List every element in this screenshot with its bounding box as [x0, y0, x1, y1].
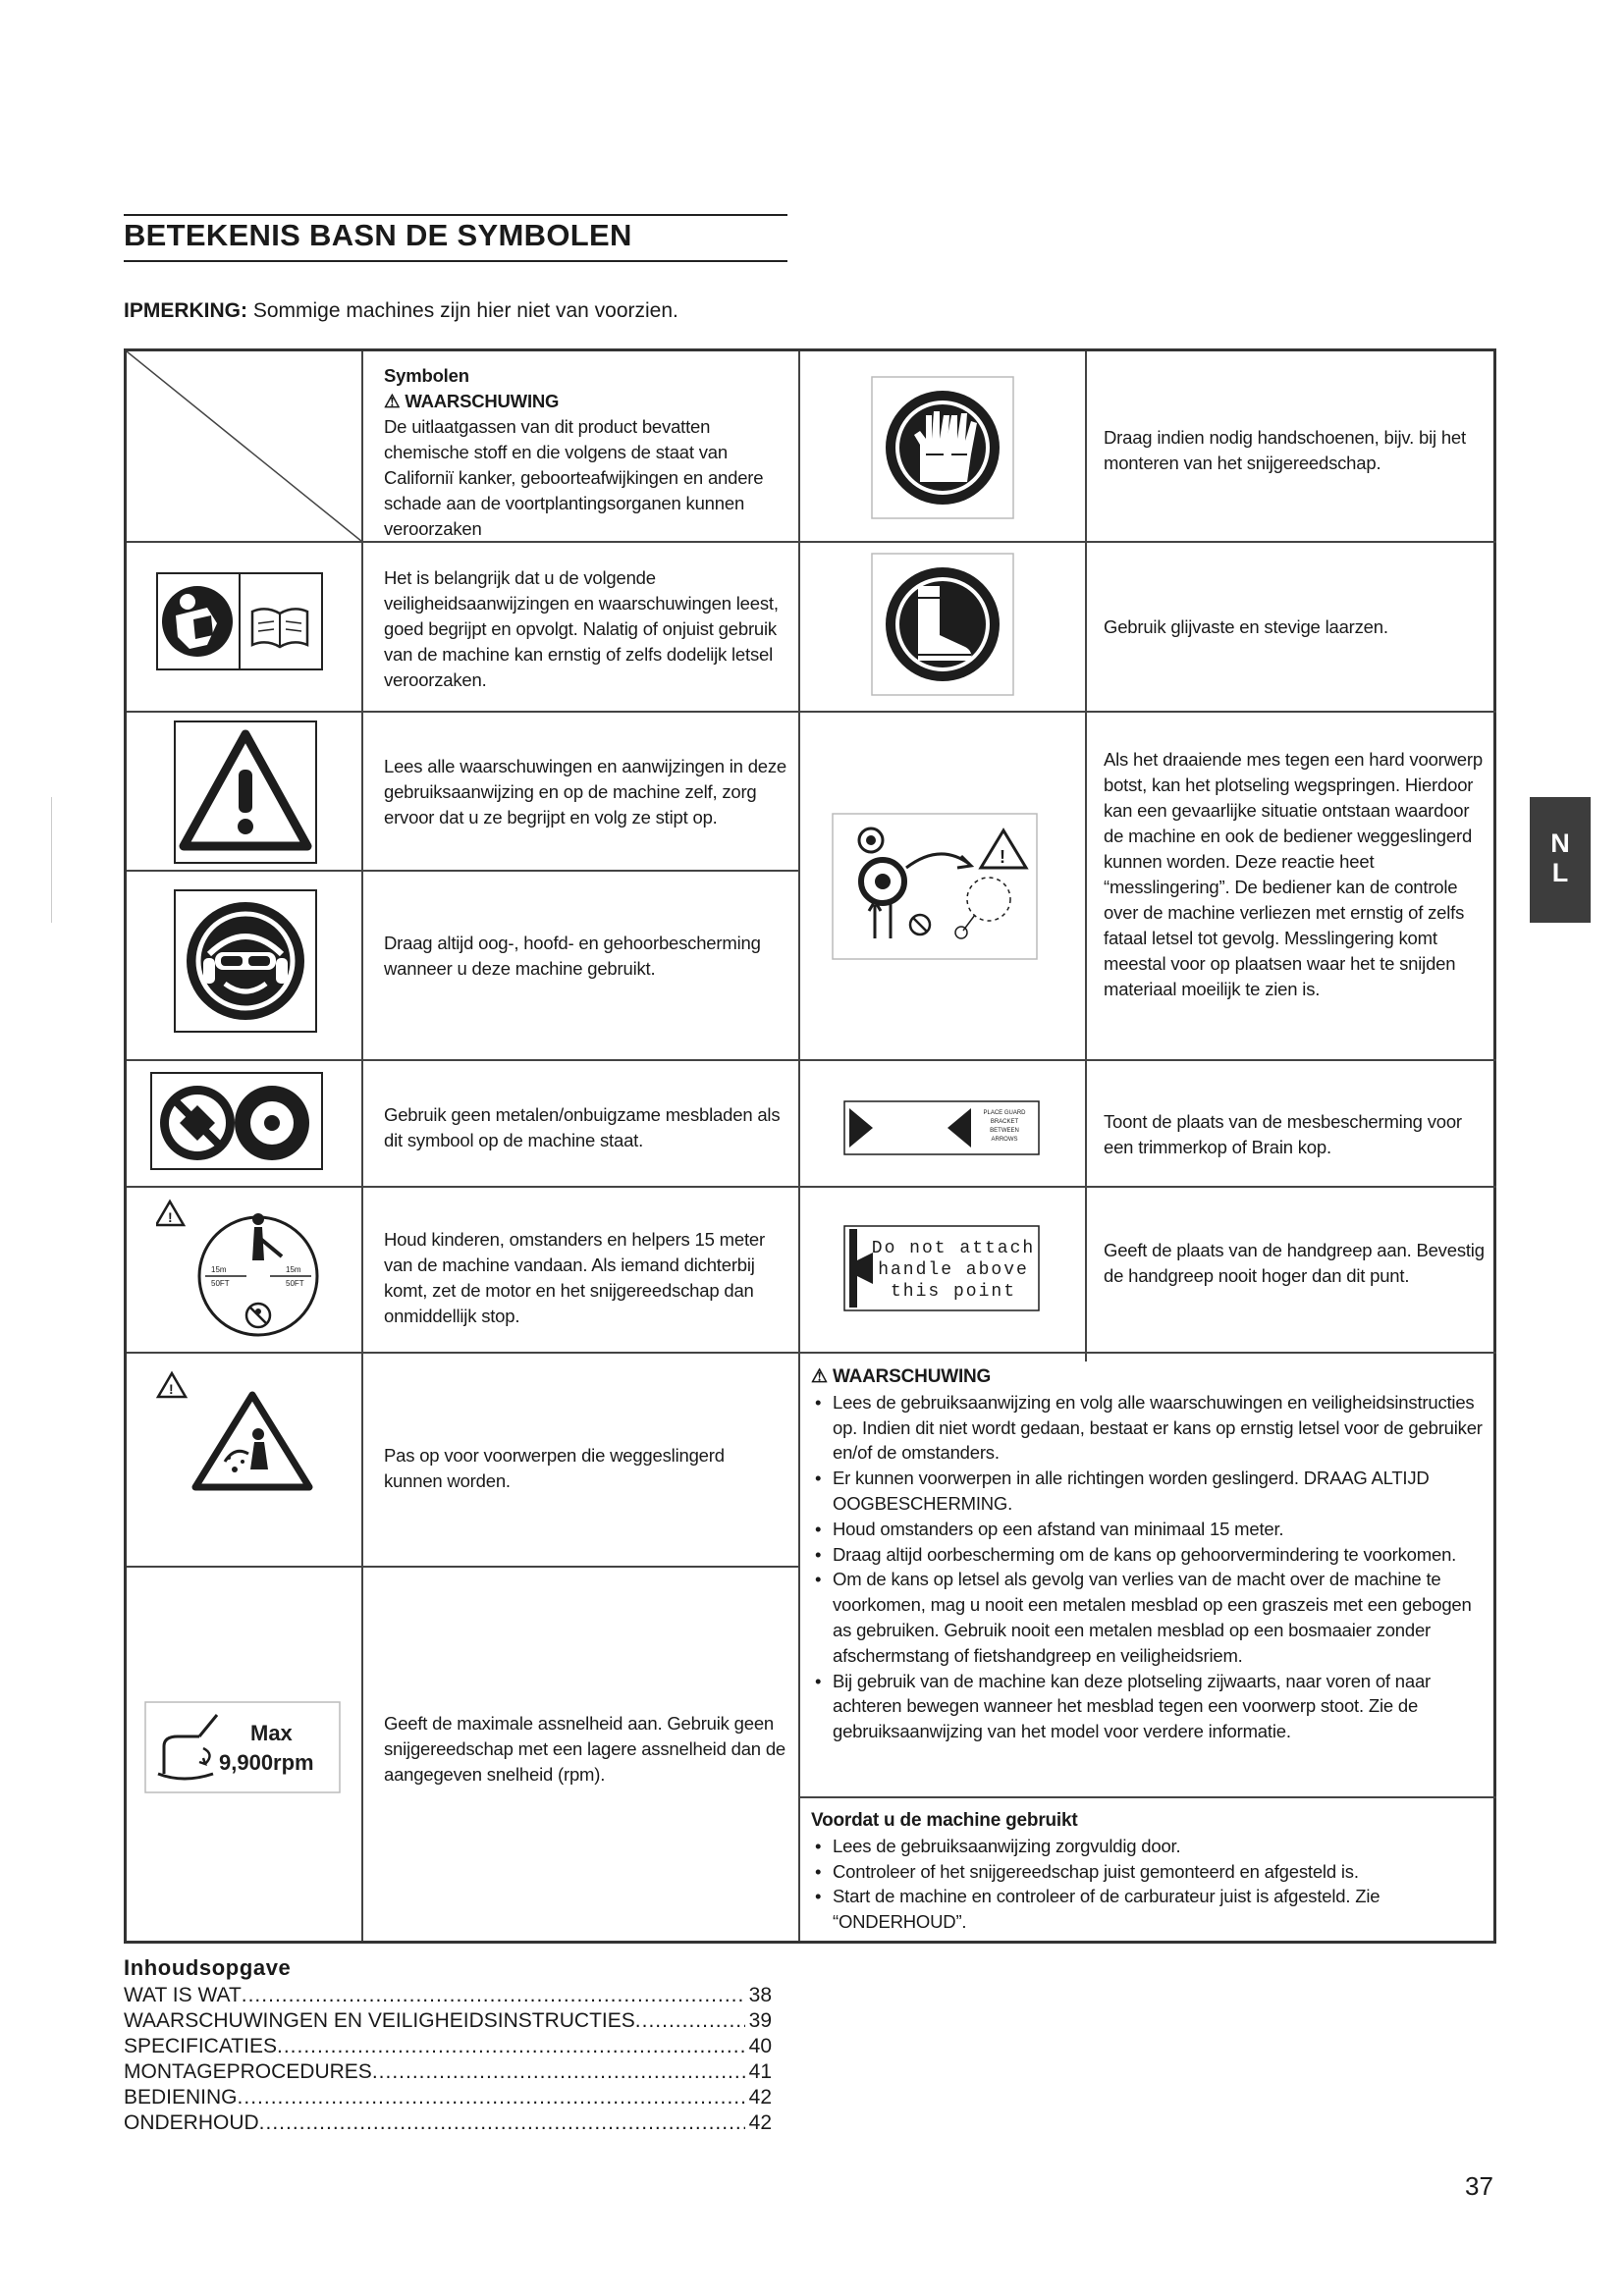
row-line: [798, 541, 1496, 543]
max-label: Max: [250, 1721, 293, 1745]
gloves-text: Draag indien nodig handschoenen, bijv. bij het monteren van het snijgereedschap.: [1104, 427, 1466, 473]
gloves-icon: [871, 376, 1014, 519]
max-speed-value: 9,900rpm: [219, 1750, 314, 1775]
row-line: [127, 1059, 800, 1061]
blade-thrust-icon: [832, 813, 1038, 960]
handle-label-line: this point: [890, 1282, 1017, 1302]
toc-leader: [372, 2059, 745, 2085]
thrown-objects-icon: [156, 1367, 323, 1495]
warning-icon: ⚠: [811, 1366, 828, 1387]
row-line: [798, 1059, 1496, 1061]
warning-item: • Houd omstanders op een afstand van minimaal 15 meter.: [811, 1517, 1489, 1542]
svg-text:!: !: [169, 1381, 174, 1397]
language-tab: [1530, 797, 1591, 923]
svg-text:BRACKET: BRACKET: [990, 1119, 1019, 1125]
row-line: [127, 870, 800, 872]
title-rule-bottom: [124, 260, 787, 262]
language-tab-letter: L: [1551, 858, 1569, 887]
toc-entry[interactable]: [124, 2110, 772, 2136]
warning-item: • Bij gebruik van de machine kan deze plotseling zijwaarts, naar voren of naar achteren bewegen wanneer het mesblad tegen een voorwerp stoot. Zie de gebruiksaanwijzing van het model voor verdere informatie.: [811, 1669, 1489, 1744]
note: [124, 299, 678, 323]
toc-entry-label: ONDERHOUD: [124, 2111, 259, 2134]
blade-thrust-text: Als het draaiende mes tegen een hard voorwerp botst, kan het plotseling wegspringen. Hierdoor kan een gevaarlijke situatie ontstaan waardoor de machine en ook de bediener weggeslingerd kunnen worden. Deze reactie heet “messlingering”. De bediener kan de controle over de machine verliezen met ernstig of zelfs fataal letsel tot gevolg. Messlingering komt meestal voor op plaatsen waar het te snijden materiaal moeilijk te zien is.: [1104, 749, 1483, 999]
warning-item: • Lees de gebruiksaanwijzing en volg alle waarschuwingen en veiligheidsinstructies op. Indien dit niet wordt gedaan, bestaat er kans op ernstig letsel voor de gebruiker en/of de omstanders.: [811, 1390, 1489, 1466]
row-line: [798, 711, 1496, 713]
toc-leader: [259, 2110, 745, 2136]
boots-icon: [871, 553, 1014, 696]
warning-block-label: WAARSCHUWING: [832, 1366, 992, 1387]
svg-text:!: !: [168, 1209, 173, 1225]
symbols-table: [124, 348, 1496, 1944]
toc-entry-page: 39: [748, 2009, 772, 2032]
before-use-heading: Voordat u de machine gebruikt: [811, 1810, 1078, 1831]
before-use-item: • Lees de gebruiksaanwijzing zorgvuldig door.: [811, 1834, 1489, 1859]
row-line: [127, 1352, 800, 1354]
symbols-header: [384, 363, 786, 542]
header-warning-label: WAARSCHUWING: [405, 391, 560, 411]
row-line: [798, 1186, 1496, 1188]
toc-entry-page: 41: [748, 2060, 772, 2083]
keep-distance-text: Houd kinderen, omstanders en helpers 15 meter van de machine vandaan. Als iemand dichterbij komt, zet de motor en het snijgereedschap dan onmiddellijk stop.: [384, 1229, 765, 1326]
svg-text:BETWEEN: BETWEEN: [990, 1128, 1019, 1134]
toc-entry-label: MONTAGEPROCEDURES: [124, 2060, 372, 2083]
title-rule-top: [124, 214, 787, 216]
distance-label: 15m: [211, 1265, 227, 1274]
distance-label: 50FT: [286, 1279, 304, 1288]
col-line-2: [798, 351, 800, 1941]
distance-label: 15m: [286, 1265, 301, 1274]
before-use-list: [811, 1834, 1489, 1935]
handle-position-icon: [843, 1225, 1040, 1311]
toc-entry[interactable]: [124, 2034, 772, 2059]
eye-ear-protection-text: Draag altijd oog-, hoofd- en gehoorbescherming wanneer u deze machine gebruikt.: [384, 933, 761, 979]
guard-bracket-icon: [843, 1100, 1040, 1155]
table-of-contents: [124, 1955, 772, 2136]
toc-entry-label: WAARSCHUWINGEN EN VEILIGHEIDSINSTRUCTIES: [124, 2009, 635, 2032]
handle-position-text: Geeft de plaats van de handgreep aan. Bevestig de handgreep nooit hoger dan dit punt.: [1104, 1240, 1485, 1286]
read-manual-icon: [156, 572, 323, 670]
toc-entry[interactable]: [124, 2008, 772, 2034]
note-label: IPMERKING:: [124, 299, 247, 322]
no-metal-blade-icon: [150, 1072, 323, 1170]
boots-text: Gebruik glijvaste en stevige laarzen.: [1104, 616, 1388, 637]
col-line-1: [361, 351, 363, 1941]
warning-icon: ⚠: [384, 391, 401, 411]
warning-block-heading: [811, 1364, 1489, 1390]
toc-entry-label: WAT IS WAT: [124, 1984, 242, 2006]
toc-title: Inhoudsopgave: [124, 1955, 292, 1980]
svg-text:!: !: [1000, 847, 1005, 867]
toc-leader: [238, 2085, 745, 2110]
warning-item: • Draag altijd oorbescherming om de kans op gehoorvermindering te voorkomen.: [811, 1542, 1489, 1568]
thrown-objects-text: Pas op voor voorwerpen die weggeslingerd kunnen worden.: [384, 1445, 725, 1491]
page-title: BETEKENIS BASN DE SYMBOLEN: [124, 218, 632, 252]
distance-label: 50FT: [211, 1279, 230, 1288]
toc-entry-label: BEDIENING: [124, 2086, 238, 2109]
toc-entry-page: 40: [748, 2035, 772, 2057]
row-line: [798, 1352, 1496, 1354]
header-warning: [384, 389, 786, 414]
toc-entry[interactable]: [124, 2059, 772, 2085]
toc-entry-page: 42: [748, 2086, 772, 2109]
page-number: 37: [1465, 2171, 1493, 2201]
svg-text:ARROWS: ARROWS: [991, 1137, 1018, 1143]
toc-entry-page: 38: [748, 1984, 772, 2006]
row-line: [798, 1796, 1496, 1798]
max-speed-icon: [144, 1701, 341, 1793]
toc-leader: [242, 1983, 745, 2008]
row-line: [127, 1566, 800, 1568]
max-speed-text: Geeft de maximale assnelheid aan. Gebruik geen snijgereedschap met een lagere assnelheid dan de aangegeven snelheid (rpm).: [384, 1713, 785, 1785]
language-tab-letter: N: [1550, 828, 1570, 858]
eye-ear-protection-icon: [174, 889, 317, 1033]
before-use-item: • Start de machine en controleer of de carburateur juist is afgesteld. Zie “ONDERHOUD”.: [811, 1884, 1489, 1935]
toc-entry-page: 42: [748, 2111, 772, 2134]
col-line-3: [1085, 351, 1087, 1362]
warning-item: • Er kunnen voorwerpen in alle richtingen worden geslingerd. DRAAG ALTIJD OOGBESCHERMING.: [811, 1466, 1489, 1517]
handle-label-line: Do not attach: [871, 1239, 1036, 1258]
toc-entry-label: SPECIFICATIES: [124, 2035, 277, 2057]
row-line: [127, 1186, 800, 1188]
no-metal-blade-text: Gebruik geen metalen/onbuigzame mesbladen als dit symbool op de machine staat.: [384, 1104, 781, 1150]
guard-label-line: PLACE GUARD: [983, 1110, 1026, 1116]
note-text: Sommige machines zijn hier niet van voorzien.: [247, 299, 678, 322]
before-use-block: [811, 1808, 1489, 1935]
warning-block: [811, 1364, 1489, 1744]
guard-bracket-text: Toont de plaats van de mesbescherming voor een trimmerkop of Brain kop.: [1104, 1111, 1462, 1157]
toc-leader: [277, 2034, 745, 2059]
row-line: [127, 711, 800, 713]
symbols-heading: Symbolen: [384, 365, 469, 386]
header-diagonal: [127, 351, 362, 542]
header-warning-text: De uitlaatgassen van dit product bevatten chemische stoff en die volgens de staat van Californiï kanker, geboorteafwijkingen en andere schade aan de voortplantingsorganen kunnen veroorzaken: [384, 416, 764, 539]
warning-item: • Om de kans op letsel als gevolg van verlies van de macht over de machine te voorkomen, mag u nooit een metalen mesblad op een graszeis met een gebogen as gebruiken. Gebruik nooit een metalen mesblad op een bosmaaier zonder afschermstang of fietshandgreep en veiligheidsriem.: [811, 1567, 1489, 1668]
warning-triangle-icon: [174, 721, 317, 864]
toc-entry[interactable]: [124, 1983, 772, 2008]
before-use-item: • Controleer of het snijgereedschap juist gemonteerd en afgesteld is.: [811, 1859, 1489, 1885]
toc-entry[interactable]: [124, 2085, 772, 2110]
warning-triangle-text: Lees alle waarschuwingen en aanwijzingen in deze gebruiksaanwijzing en op de machine zelf, zorg ervoor dat u ze begrijpt en volg ze stipt op.: [384, 756, 787, 828]
keep-distance-icon: [156, 1198, 333, 1341]
toc-leader: [635, 2008, 745, 2034]
handle-label-line: handle above: [878, 1260, 1029, 1280]
warning-list: [811, 1390, 1489, 1744]
read-manual-text: Het is belangrijk dat u de volgende veiligheidsaanwijzingen en waarschuwingen leest, goed begrijpt en opvolgt. Nalatig of onjuist gebruik van de machine kan ernstig of zelfs dodelijk letsel veroorzaken.: [384, 567, 779, 690]
margin-line: [51, 797, 52, 923]
